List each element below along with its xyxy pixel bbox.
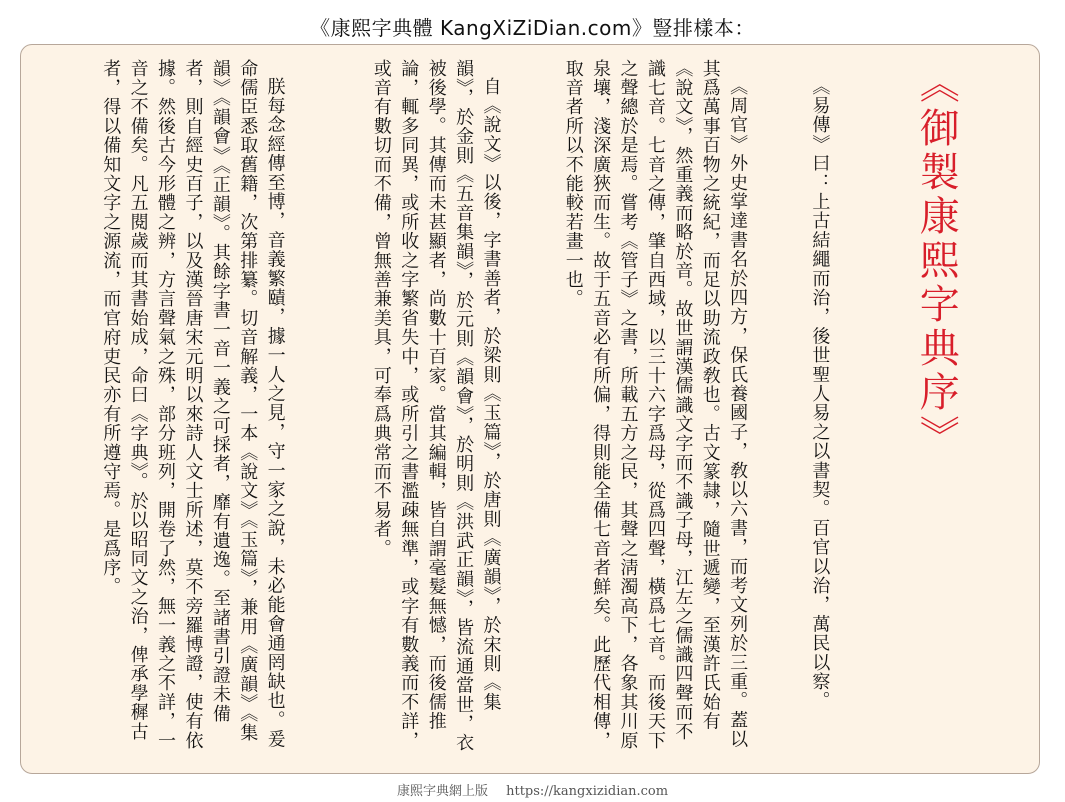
paragraph-2: 《周官》外史掌達書名於四方，保氏養國子，敎以六書，而考文列於三重。蓋以其爲萬事百物之統紀，而足以助流政敎也。古文篆隷，隨世遞變，至漢許氏始有《說文》，然重義而略於音。故世謂漢儒識文字而不識子母，江左之儒識四聲而不識七音。七音之傳，肇自西域，以三十六字爲母，從爲四聲，橫爲七音。而後天下之聲總於是焉。嘗考《管子》之書，所載五方之民，其聲之淸濁高下，各象其川原泉壤，淺深廣狹而生。故于五音必有所偏，得則能全備七音者鮮矣。此歷代相傳，取音者所以不能較若畫一也。 [562, 59, 749, 751]
paragraph-3: 自《說文》以後，字書善者，於梁則《玉篇》，於唐則《廣韻》，於宋則《集韻》，於金則《五音集韻》，於元則《韻會》，於明則《洪武正韻》，皆流通當世，衣被後學。其傳而未甚顯者，尚數十百家。當其編輯，皆自謂毫髮無憾，而後儒推論，輒多同異，或所收之字繁省失中，或所引之書濫疎無準，或字有數義而不詳，或音有數切而不備，曾無善兼美具，可奉爲典常而不易者。 [370, 59, 502, 753]
footer [0, 780, 1065, 799]
document-heading: 《御製康熙字典序》 [913, 63, 960, 459]
vertical-document [20, 59, 1021, 759]
paragraph-1: 《易傳》曰：上古結繩而治，後世聖人易之以書契。百官以治，萬民以察。 [809, 77, 831, 711]
vertical-text-panel [20, 44, 1040, 774]
footer-url-link[interactable]: https://kangxizidian.com [506, 784, 669, 799]
page-title: 《康熙字典體 KangXiZiDian.com》豎排樣本： [310, 16, 755, 40]
footer-site-name: 康熙字典網上版 [396, 784, 488, 799]
paragraph-4: 朕每念經傳至博，音義繁賾，據一人之見，守一家之說，未必能會通罔缺也。爰命儒臣悉取舊籍，次第排纂。切音解義，一本《說文》《玉篇》，兼用《廣韻》《集韻》《韻會》《正韻》。其餘字書一音一義之可採者，靡有遺逸。至諸書引證未備者，則自經史百子，以及漢晉唐宋元明以來詩人文士所述，莫不旁羅博證，使有依據。然後古今形體之辨，方言聲氣之殊，部分班列，開卷了然，無一義之不詳，一音之不備矣。凡五閱歲而其書始成，命曰《字典》。於以昭同文之治，俾承學穉古者，得以備知文字之源流，而官府吏民亦有所遵守焉。是爲序。 [100, 59, 286, 751]
